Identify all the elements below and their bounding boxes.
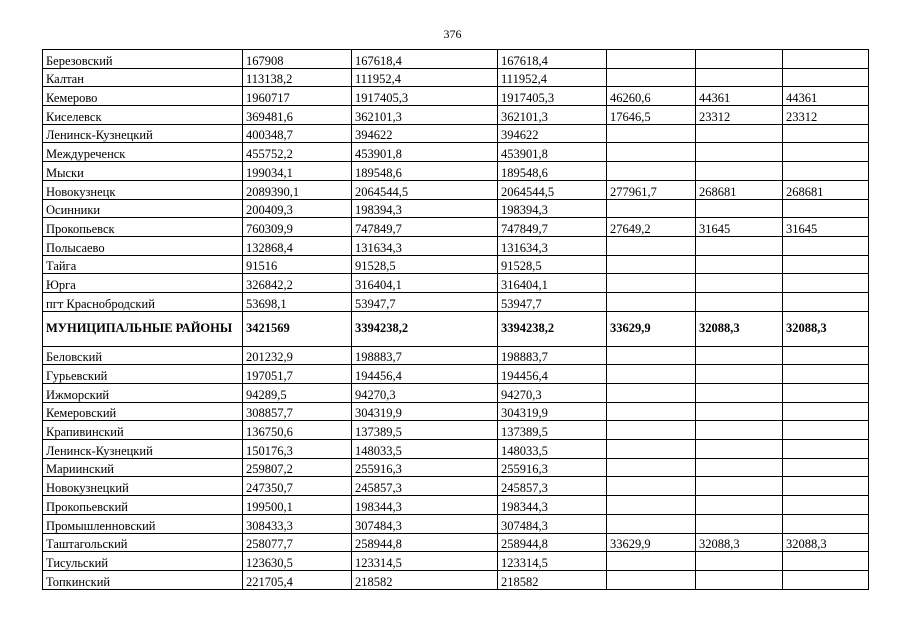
value-col-4-cell [607, 274, 696, 293]
table-row [43, 458, 869, 477]
value-col-1-cell: 308857,7 [243, 402, 352, 421]
value-col-2-cell: 258944,8 [352, 533, 498, 552]
municipality-name-cell: Промышленновский [43, 514, 243, 533]
value-col-6-cell [783, 384, 869, 403]
value-col-2-cell: 453901,8 [352, 143, 498, 162]
value-col-1-cell: 258077,7 [243, 533, 352, 552]
value-col-5-cell [696, 402, 783, 421]
value-col-3-cell: 2064544,5 [498, 180, 607, 199]
value-col-6-cell [783, 124, 869, 143]
value-col-4-cell [607, 346, 696, 365]
value-col-2-cell: 198883,7 [352, 346, 498, 365]
municipality-name-cell: пгт Краснобродский [43, 292, 243, 311]
value-col-1-cell: 199034,1 [243, 162, 352, 181]
value-col-5-cell [696, 496, 783, 515]
value-col-5-cell [696, 365, 783, 384]
table-row [43, 274, 869, 293]
value-col-1-cell: 1960717 [243, 87, 352, 106]
value-col-6-cell [783, 162, 869, 181]
value-col-2-cell: 1917405,3 [352, 87, 498, 106]
value-col-6-cell: 23312 [783, 106, 869, 125]
value-col-1-cell: 53698,1 [243, 292, 352, 311]
value-col-1-cell: 221705,4 [243, 570, 352, 589]
municipality-name-cell: Березовский [43, 50, 243, 69]
table-row [43, 533, 869, 552]
value-col-6-cell [783, 50, 869, 69]
value-col-1-cell: 123630,5 [243, 552, 352, 571]
municipality-name-cell: Новокузнецк [43, 180, 243, 199]
table-row [43, 346, 869, 365]
municipality-name-cell: Тайга [43, 255, 243, 274]
value-col-5-cell [696, 274, 783, 293]
value-col-3-cell: 453901,8 [498, 143, 607, 162]
value-col-2-cell: 245857,3 [352, 477, 498, 496]
value-col-2-cell: 137389,5 [352, 421, 498, 440]
table-row [43, 402, 869, 421]
table-row [43, 106, 869, 125]
value-col-3-cell: 137389,5 [498, 421, 607, 440]
value-col-6-cell [783, 143, 869, 162]
value-col-2-cell: 148033,5 [352, 440, 498, 459]
value-col-1-cell: 132868,4 [243, 236, 352, 255]
municipality-name-cell: Ленинск-Кузнецкий [43, 124, 243, 143]
value-col-6-cell [783, 274, 869, 293]
value-col-2-cell: 304319,9 [352, 402, 498, 421]
value-col-2-cell: 307484,3 [352, 514, 498, 533]
value-col-2-cell: 194456,4 [352, 365, 498, 384]
value-col-5-cell [696, 292, 783, 311]
value-col-5-cell [696, 68, 783, 87]
municipality-name-cell: Мариинский [43, 458, 243, 477]
value-col-3-cell: 316404,1 [498, 274, 607, 293]
value-col-3-cell: 123314,5 [498, 552, 607, 571]
value-col-3-cell: 218582 [498, 570, 607, 589]
value-col-4-cell [607, 255, 696, 274]
value-col-5-cell [696, 440, 783, 459]
table-row [43, 236, 869, 255]
value-col-4-cell [607, 514, 696, 533]
municipality-name-cell: Таштагольский [43, 533, 243, 552]
table-row [43, 365, 869, 384]
table-row [43, 218, 869, 237]
value-col-3-cell: 111952,4 [498, 68, 607, 87]
table-row [43, 477, 869, 496]
municipality-name-cell: Гурьевский [43, 365, 243, 384]
municipality-name-cell: МУНИЦИПАЛЬНЫЕ РАЙОНЫ [43, 311, 243, 346]
table-row [43, 514, 869, 533]
value-col-3-cell: 747849,7 [498, 218, 607, 237]
value-col-6-cell [783, 496, 869, 515]
value-col-5-cell [696, 143, 783, 162]
value-col-2-cell: 2064544,5 [352, 180, 498, 199]
municipality-name-cell: Калтан [43, 68, 243, 87]
value-col-4-cell: 33629,9 [607, 533, 696, 552]
value-col-4-cell [607, 199, 696, 218]
municipality-name-cell: Беловский [43, 346, 243, 365]
municipality-name-cell: Мыски [43, 162, 243, 181]
municipality-name-cell: Прокопьевск [43, 218, 243, 237]
value-col-2-cell: 255916,3 [352, 458, 498, 477]
value-col-6-cell [783, 346, 869, 365]
value-col-1-cell: 400348,7 [243, 124, 352, 143]
table-row [43, 384, 869, 403]
value-col-6-cell [783, 440, 869, 459]
table-row [43, 50, 869, 69]
municipality-name-cell: Крапивинский [43, 421, 243, 440]
value-col-3-cell: 194456,4 [498, 365, 607, 384]
table-row [43, 496, 869, 515]
value-col-1-cell: 200409,3 [243, 199, 352, 218]
table-row [43, 292, 869, 311]
value-col-1-cell: 150176,3 [243, 440, 352, 459]
value-col-1-cell: 455752,2 [243, 143, 352, 162]
value-col-3-cell: 148033,5 [498, 440, 607, 459]
value-col-4-cell: 46260,6 [607, 87, 696, 106]
municipality-name-cell: Кемеровский [43, 402, 243, 421]
value-col-4-cell [607, 365, 696, 384]
value-col-5-cell [696, 236, 783, 255]
value-col-4-cell: 17646,5 [607, 106, 696, 125]
value-col-1-cell: 3421569 [243, 311, 352, 346]
table-row [43, 68, 869, 87]
value-col-5-cell: 31645 [696, 218, 783, 237]
value-col-4-cell [607, 236, 696, 255]
value-col-4-cell [607, 124, 696, 143]
value-col-2-cell: 3394238,2 [352, 311, 498, 346]
value-col-4-cell: 33629,9 [607, 311, 696, 346]
value-col-1-cell: 247350,7 [243, 477, 352, 496]
value-col-1-cell: 369481,6 [243, 106, 352, 125]
value-col-4-cell [607, 477, 696, 496]
value-col-5-cell: 268681 [696, 180, 783, 199]
value-col-3-cell: 94270,3 [498, 384, 607, 403]
value-col-1-cell: 201232,9 [243, 346, 352, 365]
value-col-6-cell [783, 236, 869, 255]
value-col-1-cell: 259807,2 [243, 458, 352, 477]
value-col-6-cell [783, 199, 869, 218]
value-col-5-cell [696, 552, 783, 571]
value-col-1-cell: 197051,7 [243, 365, 352, 384]
value-col-2-cell: 131634,3 [352, 236, 498, 255]
municipality-name-cell: Осинники [43, 199, 243, 218]
value-col-2-cell: 747849,7 [352, 218, 498, 237]
value-col-5-cell [696, 346, 783, 365]
value-col-1-cell: 2089390,1 [243, 180, 352, 199]
value-col-5-cell [696, 124, 783, 143]
value-col-2-cell: 198394,3 [352, 199, 498, 218]
value-col-5-cell [696, 570, 783, 589]
municipality-name-cell: Тисульский [43, 552, 243, 571]
value-col-5-cell [696, 255, 783, 274]
table-row [43, 87, 869, 106]
value-col-3-cell: 189548,6 [498, 162, 607, 181]
value-col-6-cell [783, 402, 869, 421]
value-col-4-cell: 277961,7 [607, 180, 696, 199]
value-col-1-cell: 91516 [243, 255, 352, 274]
value-col-1-cell: 94289,5 [243, 384, 352, 403]
value-col-6-cell: 32088,3 [783, 311, 869, 346]
value-col-6-cell [783, 68, 869, 87]
value-col-1-cell: 113138,2 [243, 68, 352, 87]
value-col-4-cell [607, 440, 696, 459]
value-col-5-cell [696, 458, 783, 477]
value-col-4-cell: 27649,2 [607, 218, 696, 237]
table-row [43, 255, 869, 274]
value-col-2-cell: 111952,4 [352, 68, 498, 87]
value-col-2-cell: 394622 [352, 124, 498, 143]
value-col-2-cell: 91528,5 [352, 255, 498, 274]
value-col-4-cell [607, 402, 696, 421]
municipality-name-cell: Прокопьевский [43, 496, 243, 515]
value-col-3-cell: 307484,3 [498, 514, 607, 533]
value-col-4-cell [607, 458, 696, 477]
table-row [43, 440, 869, 459]
value-col-3-cell: 131634,3 [498, 236, 607, 255]
value-col-3-cell: 304319,9 [498, 402, 607, 421]
value-col-6-cell [783, 570, 869, 589]
municipality-name-cell: Топкинский [43, 570, 243, 589]
municipality-name-cell: Кемерово [43, 87, 243, 106]
table-row [43, 570, 869, 589]
value-col-1-cell: 760309,9 [243, 218, 352, 237]
value-col-1-cell: 308433,3 [243, 514, 352, 533]
value-col-5-cell [696, 477, 783, 496]
value-col-5-cell [696, 514, 783, 533]
value-col-2-cell: 316404,1 [352, 274, 498, 293]
table-row [43, 180, 869, 199]
value-col-5-cell: 44361 [696, 87, 783, 106]
table-row [43, 124, 869, 143]
value-col-3-cell: 198394,3 [498, 199, 607, 218]
value-col-3-cell: 167618,4 [498, 50, 607, 69]
value-col-5-cell [696, 199, 783, 218]
value-col-6-cell [783, 421, 869, 440]
table-row [43, 143, 869, 162]
value-col-5-cell [696, 384, 783, 403]
table-body [43, 50, 869, 590]
municipality-name-cell: Междуреченск [43, 143, 243, 162]
value-col-3-cell: 258944,8 [498, 533, 607, 552]
value-col-6-cell: 32088,3 [783, 533, 869, 552]
table-row [43, 199, 869, 218]
value-col-3-cell: 1917405,3 [498, 87, 607, 106]
value-col-3-cell: 198344,3 [498, 496, 607, 515]
value-col-1-cell: 136750,6 [243, 421, 352, 440]
value-col-3-cell: 91528,5 [498, 255, 607, 274]
value-col-4-cell [607, 570, 696, 589]
value-col-2-cell: 189548,6 [352, 162, 498, 181]
value-col-5-cell [696, 50, 783, 69]
value-col-2-cell: 123314,5 [352, 552, 498, 571]
value-col-5-cell: 23312 [696, 106, 783, 125]
municipality-name-cell: Ижморский [43, 384, 243, 403]
value-col-1-cell: 326842,2 [243, 274, 352, 293]
municipality-name-cell: Ленинск-Кузнецкий [43, 440, 243, 459]
table-row-total [43, 311, 869, 346]
value-col-4-cell [607, 50, 696, 69]
value-col-1-cell: 199500,1 [243, 496, 352, 515]
value-col-5-cell: 32088,3 [696, 533, 783, 552]
value-col-6-cell [783, 292, 869, 311]
value-col-6-cell [783, 514, 869, 533]
value-col-2-cell: 218582 [352, 570, 498, 589]
value-col-3-cell: 53947,7 [498, 292, 607, 311]
value-col-2-cell: 362101,3 [352, 106, 498, 125]
value-col-4-cell [607, 384, 696, 403]
value-col-2-cell: 167618,4 [352, 50, 498, 69]
value-col-6-cell [783, 458, 869, 477]
municipality-name-cell: Киселевск [43, 106, 243, 125]
value-col-4-cell [607, 68, 696, 87]
value-col-3-cell: 245857,3 [498, 477, 607, 496]
table-row [43, 162, 869, 181]
municipality-name-cell: Юрга [43, 274, 243, 293]
value-col-3-cell: 255916,3 [498, 458, 607, 477]
value-col-6-cell [783, 552, 869, 571]
value-col-3-cell: 394622 [498, 124, 607, 143]
value-col-6-cell [783, 365, 869, 384]
value-col-5-cell: 32088,3 [696, 311, 783, 346]
value-col-4-cell [607, 162, 696, 181]
value-col-6-cell [783, 255, 869, 274]
value-col-4-cell [607, 421, 696, 440]
value-col-2-cell: 198344,3 [352, 496, 498, 515]
value-col-6-cell: 268681 [783, 180, 869, 199]
page-number: 376 [443, 27, 462, 41]
municipality-name-cell: Полысаево [43, 236, 243, 255]
value-col-4-cell [607, 496, 696, 515]
value-col-5-cell [696, 421, 783, 440]
value-col-6-cell: 31645 [783, 218, 869, 237]
value-col-4-cell [607, 292, 696, 311]
value-col-2-cell: 53947,7 [352, 292, 498, 311]
value-col-6-cell: 44361 [783, 87, 869, 106]
value-col-1-cell: 167908 [243, 50, 352, 69]
value-col-3-cell: 362101,3 [498, 106, 607, 125]
value-col-3-cell: 198883,7 [498, 346, 607, 365]
table-row [43, 421, 869, 440]
value-col-6-cell [783, 477, 869, 496]
value-col-5-cell [696, 162, 783, 181]
table-row [43, 552, 869, 571]
value-col-2-cell: 94270,3 [352, 384, 498, 403]
value-col-3-cell: 3394238,2 [498, 311, 607, 346]
budget-table [42, 49, 869, 590]
municipality-name-cell: Новокузнецкий [43, 477, 243, 496]
value-col-4-cell [607, 552, 696, 571]
value-col-4-cell [607, 143, 696, 162]
